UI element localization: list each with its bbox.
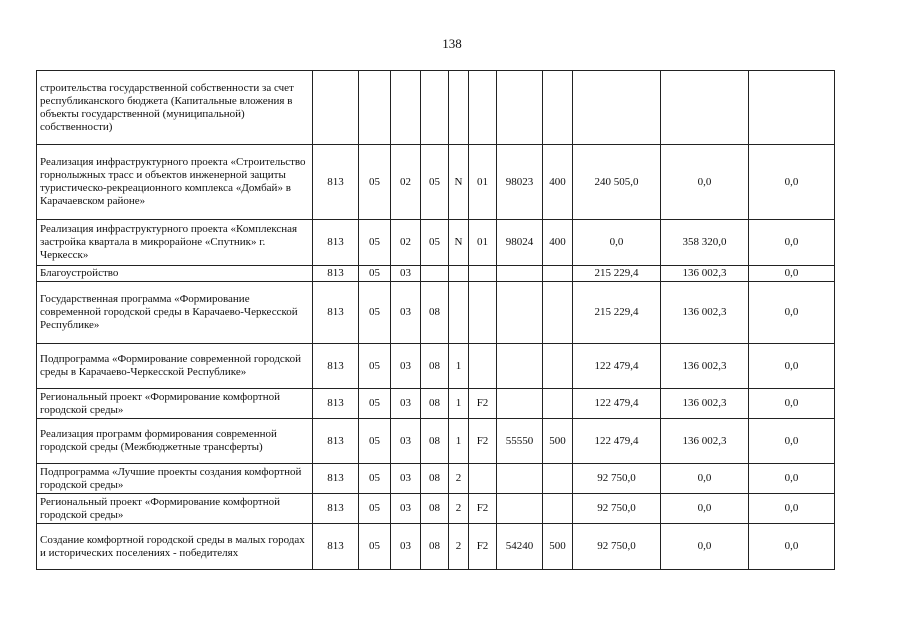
project-code: F2 — [469, 494, 497, 524]
amount-2023: 0,0 — [749, 464, 835, 494]
program-code: 08 — [421, 464, 449, 494]
section-code: 05 — [359, 344, 391, 389]
section-code: 05 — [359, 220, 391, 266]
amount-2021: 0,0 — [573, 220, 661, 266]
expense-type-code — [543, 282, 573, 344]
subsection-code: 03 — [391, 389, 421, 419]
expense-type-code — [543, 494, 573, 524]
amount-2023: 0,0 — [749, 282, 835, 344]
project-code: F2 — [469, 389, 497, 419]
table-row — [37, 524, 835, 570]
amount-2021: 215 229,4 — [573, 282, 661, 344]
subprogram-code: 2 — [449, 464, 469, 494]
expense-type-code — [543, 464, 573, 494]
row-name: Создание комфортной городской среды в малых городах и исторических поселениях - победителях — [37, 524, 313, 570]
direction-code: 98024 — [497, 220, 543, 266]
amount-2022: 358 320,0 — [661, 220, 749, 266]
table-row — [37, 282, 835, 344]
direction-code — [497, 389, 543, 419]
budget-table — [36, 70, 835, 570]
amount-2021: 240 505,0 — [573, 145, 661, 220]
amount-2021: 122 479,4 — [573, 344, 661, 389]
subprogram-code: N — [449, 220, 469, 266]
ministry-code: 813 — [313, 389, 359, 419]
project-code — [469, 344, 497, 389]
section-code: 05 — [359, 282, 391, 344]
program-code — [421, 71, 449, 145]
expense-type-code — [543, 266, 573, 282]
subsection-code: 03 — [391, 524, 421, 570]
section-code — [359, 71, 391, 145]
row-name: Подпрограмма «Лучшие проекты создания комфортной городской среды» — [37, 464, 313, 494]
row-name: Региональный проект «Формирование комфортной городской среды» — [37, 494, 313, 524]
amount-2022: 0,0 — [661, 145, 749, 220]
table-row — [37, 266, 835, 282]
section-code: 05 — [359, 494, 391, 524]
project-code — [469, 282, 497, 344]
amount-2021: 92 750,0 — [573, 524, 661, 570]
direction-code — [497, 71, 543, 145]
amount-2021 — [573, 71, 661, 145]
amount-2023: 0,0 — [749, 494, 835, 524]
program-code — [421, 266, 449, 282]
direction-code — [497, 344, 543, 389]
ministry-code: 813 — [313, 282, 359, 344]
program-code: 08 — [421, 389, 449, 419]
expense-type-code — [543, 344, 573, 389]
program-code: 08 — [421, 344, 449, 389]
subsection-code: 03 — [391, 494, 421, 524]
section-code: 05 — [359, 524, 391, 570]
subprogram-code: 1 — [449, 419, 469, 464]
direction-code — [497, 464, 543, 494]
direction-code: 98023 — [497, 145, 543, 220]
amount-2021: 122 479,4 — [573, 389, 661, 419]
table-row — [37, 419, 835, 464]
row-name: Реализация инфраструктурного проекта «Строительство горнолыжных трасс и объектов инженерной защиты туристическо-рекреационного комплекса «Домбай» в Карачаевском районе» — [37, 145, 313, 220]
subsection-code: 03 — [391, 419, 421, 464]
project-code: 01 — [469, 145, 497, 220]
subsection-code: 03 — [391, 464, 421, 494]
amount-2023: 0,0 — [749, 266, 835, 282]
expense-type-code: 400 — [543, 145, 573, 220]
subprogram-code — [449, 71, 469, 145]
amount-2021: 122 479,4 — [573, 419, 661, 464]
project-code: 01 — [469, 220, 497, 266]
direction-code — [497, 494, 543, 524]
page-number: 138 — [442, 36, 462, 51]
direction-code — [497, 266, 543, 282]
ministry-code: 813 — [313, 266, 359, 282]
row-name: Реализация инфраструктурного проекта «Комплексная застройка квартала в микрорайоне «Спутник» г. Черкесск» — [37, 220, 313, 266]
amount-2022: 136 002,3 — [661, 389, 749, 419]
table-row — [37, 464, 835, 494]
table-row — [37, 71, 835, 145]
amount-2023: 0,0 — [749, 220, 835, 266]
ministry-code: 813 — [313, 464, 359, 494]
subsection-code: 02 — [391, 220, 421, 266]
amount-2021: 92 750,0 — [573, 494, 661, 524]
subprogram-code: N — [449, 145, 469, 220]
direction-code — [497, 282, 543, 344]
amount-2023: 0,0 — [749, 419, 835, 464]
subsection-code: 03 — [391, 282, 421, 344]
section-code: 05 — [359, 389, 391, 419]
subsection-code — [391, 71, 421, 145]
amount-2023: 0,0 — [749, 344, 835, 389]
subprogram-code: 2 — [449, 494, 469, 524]
table-row — [37, 220, 835, 266]
row-name: Региональный проект «Формирование комфортной городской среды» — [37, 389, 313, 419]
amount-2023: 0,0 — [749, 524, 835, 570]
section-code: 05 — [359, 419, 391, 464]
direction-code: 55550 — [497, 419, 543, 464]
expense-type-code: 400 — [543, 220, 573, 266]
amount-2022 — [661, 71, 749, 145]
row-name: Государственная программа «Формирование современной городской среды в Карачаево-Черкесской Республике» — [37, 282, 313, 344]
ministry-code: 813 — [313, 344, 359, 389]
subprogram-code: 2 — [449, 524, 469, 570]
expense-type-code: 500 — [543, 419, 573, 464]
section-code: 05 — [359, 464, 391, 494]
table-row — [37, 145, 835, 220]
row-name: строительства государственной собственности за счет республиканского бюджета (Капитальные вложения в объекты государственной (муниципальной) собственности) — [37, 71, 313, 145]
amount-2022: 136 002,3 — [661, 282, 749, 344]
amount-2021: 215 229,4 — [573, 266, 661, 282]
amount-2023: 0,0 — [749, 389, 835, 419]
ministry-code: 813 — [313, 220, 359, 266]
amount-2022: 0,0 — [661, 524, 749, 570]
project-code: F2 — [469, 524, 497, 570]
row-name: Подпрограмма «Формирование современной городской среды в Карачаево-Черкесской Республике» — [37, 344, 313, 389]
subprogram-code — [449, 266, 469, 282]
program-code: 08 — [421, 524, 449, 570]
subsection-code: 03 — [391, 344, 421, 389]
program-code: 08 — [421, 282, 449, 344]
subsection-code: 02 — [391, 145, 421, 220]
subprogram-code — [449, 282, 469, 344]
amount-2021: 92 750,0 — [573, 464, 661, 494]
ministry-code: 813 — [313, 524, 359, 570]
ministry-code: 813 — [313, 145, 359, 220]
subprogram-code: 1 — [449, 389, 469, 419]
direction-code: 54240 — [497, 524, 543, 570]
amount-2023: 0,0 — [749, 145, 835, 220]
amount-2023 — [749, 71, 835, 145]
ministry-code: 813 — [313, 494, 359, 524]
amount-2022: 0,0 — [661, 494, 749, 524]
program-code: 05 — [421, 145, 449, 220]
expense-type-code — [543, 71, 573, 145]
amount-2022: 136 002,3 — [661, 266, 749, 282]
amount-2022: 0,0 — [661, 464, 749, 494]
expense-type-code — [543, 389, 573, 419]
section-code: 05 — [359, 266, 391, 282]
ministry-code: 813 — [313, 419, 359, 464]
subsection-code: 03 — [391, 266, 421, 282]
table-row — [37, 494, 835, 524]
expense-type-code: 500 — [543, 524, 573, 570]
table-row — [37, 344, 835, 389]
section-code: 05 — [359, 145, 391, 220]
ministry-code — [313, 71, 359, 145]
subprogram-code: 1 — [449, 344, 469, 389]
project-code — [469, 266, 497, 282]
program-code: 05 — [421, 220, 449, 266]
table-row — [37, 389, 835, 419]
amount-2022: 136 002,3 — [661, 419, 749, 464]
project-code — [469, 464, 497, 494]
program-code: 08 — [421, 494, 449, 524]
row-name: Реализация программ формирования современной городской среды (Межбюджетные трансферты) — [37, 419, 313, 464]
project-code: F2 — [469, 419, 497, 464]
program-code: 08 — [421, 419, 449, 464]
amount-2022: 136 002,3 — [661, 344, 749, 389]
project-code — [469, 71, 497, 145]
row-name: Благоустройство — [37, 266, 313, 282]
